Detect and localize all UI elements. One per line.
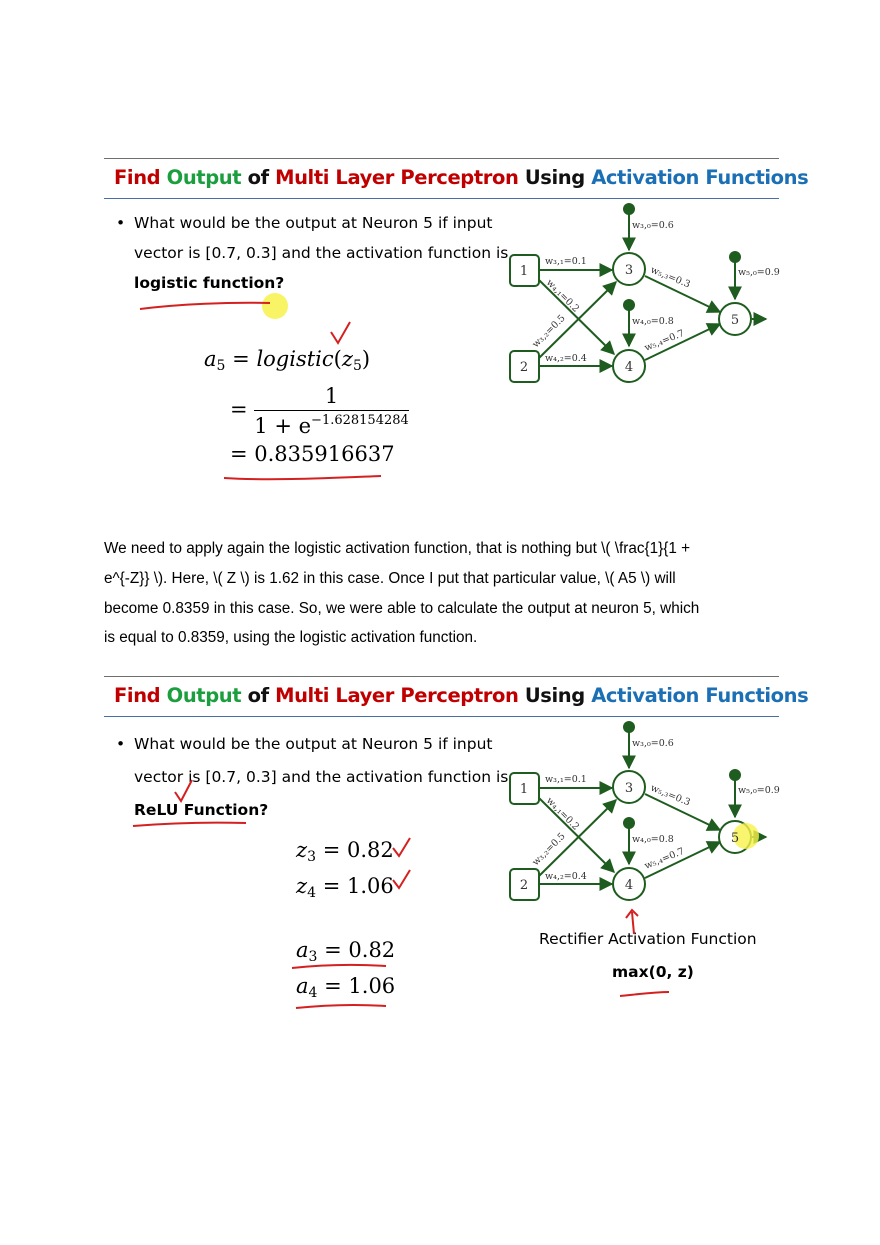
node-label-1: 1 bbox=[519, 264, 529, 279]
weight-w50: w₅,₀=0.9 bbox=[738, 267, 780, 278]
node-label-1: 1 bbox=[519, 782, 529, 797]
weight-w41: w₄,₁=0.2 bbox=[543, 795, 582, 833]
red-check-z3 bbox=[393, 838, 410, 856]
equation-a5: $a_5$ = $logistic(z_5)$ bbox=[204, 347, 371, 374]
equation-result: = 0.835916637 bbox=[230, 442, 395, 466]
weight-w54: w₅,₄=0.7 bbox=[643, 327, 686, 354]
weight-w53: w₅,₃=0.3 bbox=[648, 264, 692, 291]
weight-w53: w₅,₃=0.3 bbox=[648, 782, 692, 809]
weight-w32: w₃,₂=0.5 bbox=[530, 312, 568, 351]
weight-w31: w₃,₁=0.1 bbox=[545, 256, 587, 267]
node-label-2: 2 bbox=[519, 360, 529, 375]
node-label-5: 5 bbox=[730, 313, 740, 328]
equation-fraction: = $\frac{1}{1 + e^{-1.628154284}}$ bbox=[230, 384, 409, 438]
equation-z4: $z_4 = 1.06$ bbox=[296, 874, 394, 901]
question-line-3: logistic function? bbox=[134, 274, 285, 292]
slide-title: Find Output of Multi Layer Perceptron Using Activation Functions bbox=[114, 684, 809, 707]
paragraph-line-4: is equal to 0.8359, using the logistic activation function. bbox=[104, 629, 478, 647]
weight-w31: w₃,₁=0.1 bbox=[545, 774, 587, 785]
weight-w40: w₄,₀=0.8 bbox=[632, 316, 674, 327]
red-underline-max bbox=[620, 992, 669, 996]
node-label-3: 3 bbox=[624, 263, 634, 278]
question-line-2: vector is [0.7, 0.3] and the activation function is bbox=[134, 768, 509, 786]
bullet-dot: • bbox=[116, 735, 126, 753]
node-label-4: 4 bbox=[624, 360, 634, 375]
red-check-z4 bbox=[393, 870, 410, 888]
question-line-2: vector is [0.7, 0.3] and the activation function is bbox=[134, 244, 509, 262]
bullet-dot: • bbox=[116, 214, 126, 232]
paragraph-line-1: We need to apply again the logistic activation function, that is nothing but \( \frac{1}{1 + bbox=[104, 540, 691, 557]
weight-w54: w₅,₄=0.7 bbox=[643, 845, 686, 872]
weight-w42: w₄,₂=0.4 bbox=[545, 871, 587, 882]
weight-w50: w₅,₀=0.9 bbox=[738, 785, 780, 796]
node-label-5: 5 bbox=[730, 831, 740, 846]
weight-w30: w₃,₀=0.6 bbox=[632, 220, 674, 231]
logistic-fraction: $\frac{1}{1 + e^{-1.628154284}}$ bbox=[254, 384, 409, 438]
weight-w32: w₃,₂=0.5 bbox=[530, 830, 568, 869]
node-label-2: 2 bbox=[519, 878, 529, 893]
question-line-1: What would be the output at Neuron 5 if input bbox=[134, 214, 493, 232]
weight-w30: w₃,₀=0.6 bbox=[632, 738, 674, 749]
red-arrow-node4 bbox=[626, 910, 638, 934]
question-line-1: What would be the output at Neuron 5 if input bbox=[134, 735, 493, 753]
paragraph-line-2: e^{-Z}} \). Here, \( Z \) is 1.62 in this case. Once I put that particular value, \( A5 \) will bbox=[104, 569, 676, 587]
rectifier-label: Rectifier Activation Function bbox=[539, 930, 757, 948]
equation-a4: $a_4 = 1.06$ bbox=[296, 974, 396, 1001]
rectifier-formula: max(0, z) bbox=[612, 963, 694, 981]
red-underline-a3 bbox=[292, 965, 386, 968]
equation-z3: $z_3 = 0.82$ bbox=[296, 838, 394, 865]
node-label-3: 3 bbox=[624, 781, 634, 796]
slide-title: Find Output of Multi Layer Perceptron Using Activation Functions bbox=[114, 166, 809, 189]
weight-w42: w₄,₂=0.4 bbox=[545, 353, 587, 364]
node-label-4: 4 bbox=[624, 878, 634, 893]
weight-w41: w₄,₁=0.2 bbox=[543, 277, 582, 315]
paragraph-line-3: become 0.8359 in this case. So, we were able to calculate the output at neuron 5, which bbox=[104, 599, 700, 617]
red-underline-relu bbox=[133, 823, 246, 826]
red-check-vector bbox=[175, 780, 192, 801]
equation-a3: $a_3 = 0.82$ bbox=[296, 938, 396, 965]
red-underline-a4 bbox=[296, 1005, 386, 1008]
weight-w40: w₄,₀=0.8 bbox=[632, 834, 674, 845]
question-line-3: ReLU Function? bbox=[134, 801, 269, 819]
